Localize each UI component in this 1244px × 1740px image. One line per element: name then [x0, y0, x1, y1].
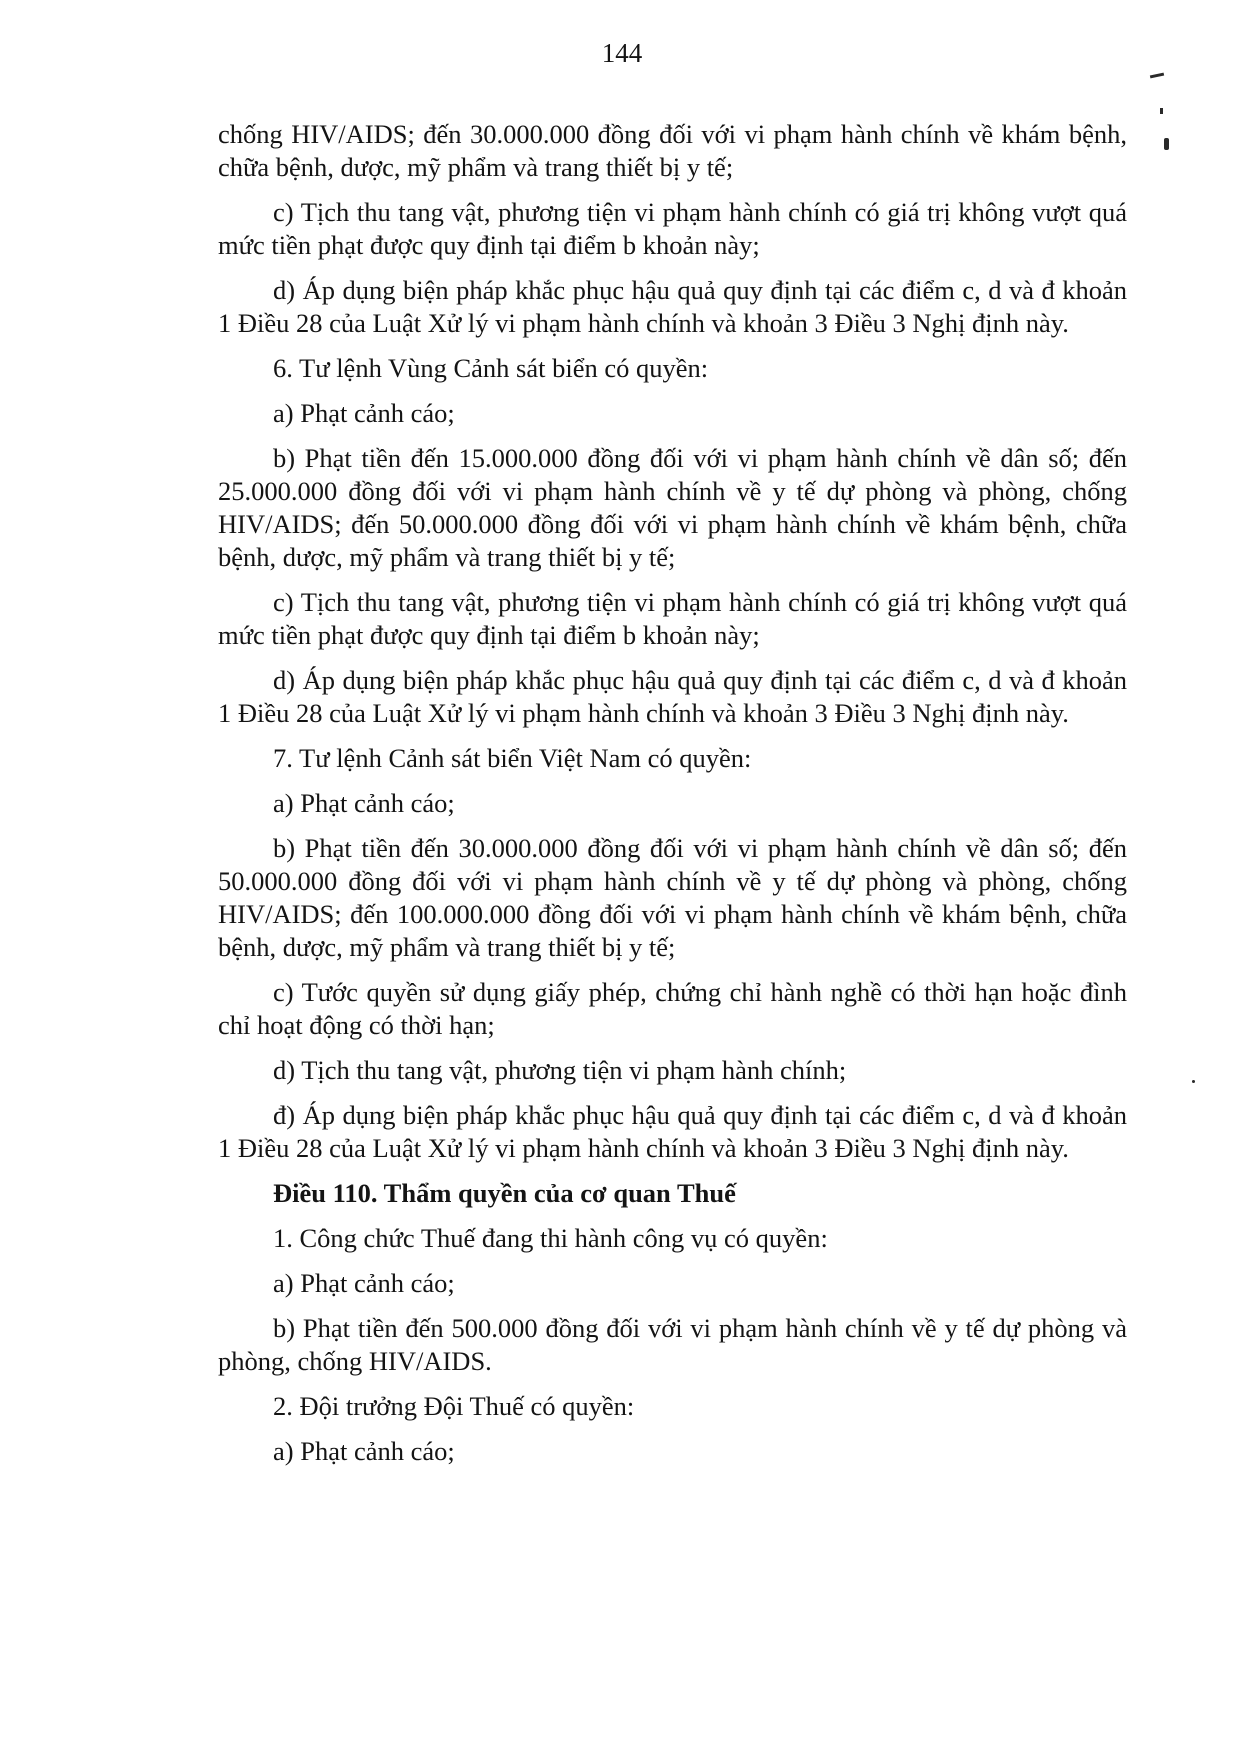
paragraph: 1. Công chức Thuế đang thi hành công vụ có quyền: — [273, 1223, 828, 1253]
paragraph: d) Tịch thu tang vật, phương tiện vi phạm hành chính; — [273, 1055, 847, 1085]
paragraph: chống HIV/AIDS; đến 30.000.000 đồng đối với vi phạm hành chính về khám bệnh, chữa bệnh, dược, mỹ phẩm và trang thiết bị y tế; — [218, 119, 1127, 182]
paragraph: b) Phạt tiền đến 30.000.000 đồng đối với vi phạm hành chính về dân số; đến 50.000.000 đồng đối với vi phạm hành chính về y tế dự phòng và phòng, chống HIV/AIDS; đến 100.000.000 đồng đối với vi phạm hành chính về khám bệnh, chữa bệnh, dược, mỹ phẩm và trang thiết bị y tế; — [218, 833, 1127, 962]
paragraph: 6. Tư lệnh Vùng Cảnh sát biển có quyền: — [273, 353, 709, 383]
paragraph: b) Phạt tiền đến 15.000.000 đồng đối với vi phạm hành chính về dân số; đến 25.000.000 đồng đối với vi phạm hành chính về y tế dự phòng và phòng, chống HIV/AIDS; đến 50.000.000 đồng đối với vi phạm hành chính về khám bệnh, chữa bệnh, dược, mỹ phẩm và trang thiết bị y tế; — [218, 443, 1127, 572]
paragraph: a) Phạt cảnh cáo; — [273, 788, 455, 818]
scan-artifact — [1164, 138, 1169, 150]
article-heading: Điều 110. Thẩm quyền của cơ quan Thuế — [273, 1178, 736, 1208]
page-number: 144 — [601, 38, 643, 68]
document-body — [218, 118, 1127, 1480]
paragraph: đ) Áp dụng biện pháp khắc phục hậu quả quy định tại các điểm c, d và đ khoản 1 Điều 28 của Luật Xử lý vi phạm hành chính và khoản 3 Điều 3 Nghị định này. — [218, 1100, 1127, 1163]
paragraph: c) Tịch thu tang vật, phương tiện vi phạm hành chính có giá trị không vượt quá mức tiền phạt được quy định tại điểm b khoản này; — [218, 197, 1127, 260]
paragraph: d) Áp dụng biện pháp khắc phục hậu quả quy định tại các điểm c, d và đ khoản 1 Điều 28 của Luật Xử lý vi phạm hành chính và khoản 3 Điều 3 Nghị định này. — [218, 275, 1127, 338]
scan-artifact — [1192, 1080, 1195, 1083]
paragraph: c) Tước quyền sử dụng giấy phép, chứng chỉ hành nghề có thời hạn hoặc đình chỉ hoạt động có thời hạn; — [218, 977, 1127, 1040]
paragraph: a) Phạt cảnh cáo; — [273, 1268, 455, 1298]
paragraph: 2. Đội trưởng Đội Thuế có quyền: — [273, 1391, 635, 1421]
paragraph: 7. Tư lệnh Cảnh sát biển Việt Nam có quyền: — [273, 743, 752, 773]
paragraph: a) Phạt cảnh cáo; — [273, 1436, 455, 1466]
paragraph: d) Áp dụng biện pháp khắc phục hậu quả quy định tại các điểm c, d và đ khoản 1 Điều 28 của Luật Xử lý vi phạm hành chính và khoản 3 Điều 3 Nghị định này. — [218, 665, 1127, 728]
paragraph: b) Phạt tiền đến 500.000 đồng đối với vi phạm hành chính về y tế dự phòng và phòng, chống HIV/AIDS. — [218, 1313, 1127, 1376]
paragraph: a) Phạt cảnh cáo; — [273, 398, 455, 428]
scan-artifact — [1160, 108, 1163, 114]
scan-artifact — [1150, 73, 1164, 79]
paragraph: c) Tịch thu tang vật, phương tiện vi phạm hành chính có giá trị không vượt quá mức tiền phạt được quy định tại điểm b khoản này; — [218, 587, 1127, 650]
